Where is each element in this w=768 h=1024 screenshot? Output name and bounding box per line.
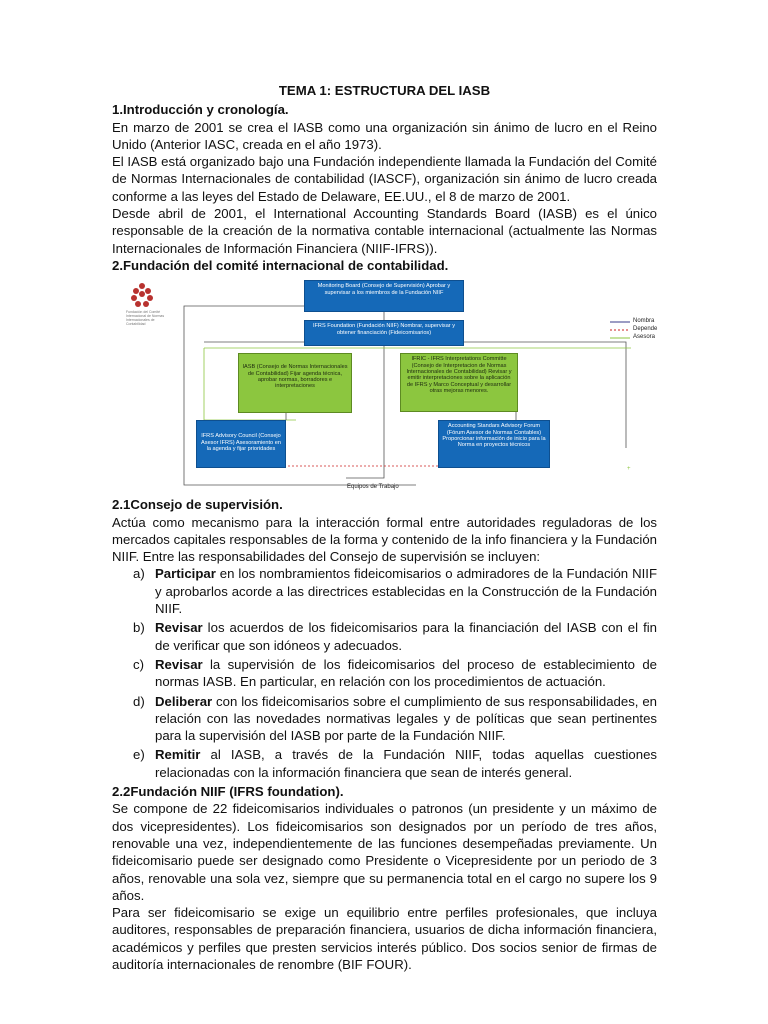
document-title: TEMA 1: ESTRUCTURA DEL IASB	[278, 83, 491, 98]
ifrs-foundation-box: IFRS Foundation (Fundación NIIF) Nombrar, supervisar y obtener financiación (Fideicomisarios)	[304, 320, 464, 346]
foundation-logo-icon	[131, 283, 153, 307]
list-item: c) Revisar la supervisión de los fideicomisarios del proceso de establecimiento de normas IASB. En particular, en relación con los procedimientos de actuación.	[133, 656, 657, 690]
section-1-heading: 1.Introducción y cronología.	[112, 102, 289, 118]
working-groups-label: Equipos de Trabajo	[347, 484, 399, 491]
org-structure-diagram	[116, 280, 658, 491]
section-1-paragraph-2: El IASB está organizado bajo una Fundación independiente llamada la Fundación del Comité de Normas Internacionales de contabilidad (IASCF), organización sin ánimo de lucro creada conforme a las leyes del Estado de Delaware, EE.UU., el 8 de marzo de 2001.	[112, 154, 657, 204]
list-item: d) Deliberar con los fideicomisarios sobre el cumplimiento de sus responsabilidades, en relación con las novedades normativas legales y de políticas que sean pertinentes para la supervisión del IASB por parte de la Fundación NIIF.	[133, 693, 657, 744]
list-item: b) Revisar los acuerdos de los fideicomisarios para la financiación del IASB con el fin de verificar que son idóneos y adecuados.	[133, 620, 657, 653]
foundation-logo-text: Fundación del Comité Internacional de Normas Internacionales de Contabilidad	[126, 310, 165, 327]
legend-asesora: Asesora	[633, 334, 656, 341]
legend-depende: Depende	[633, 326, 658, 333]
monitoring-board-box: Monitoring Board (Consejo de Supervisión) Aprobar y supervisar a los miembros de la Fundación NIIF	[304, 280, 464, 312]
section-1-paragraph-1: En marzo de 2001 se crea el IASB como una organización sin ánimo de lucro en el Reino Unido (Anterior IASC, creada en el año 1973).	[112, 119, 657, 152]
legend-nombra: Nombra	[633, 318, 655, 325]
list-item: e) Remitir al IASB, a través de la Fundación NIIF, todas aquellas cuestiones relacionadas con la información financiera que sean de interés general.	[133, 747, 657, 780]
section-2-2-paragraph-2: Para ser fideicomisario se exige un equilibrio entre perfiles profesionales, que incluya auditores, responsables de preparación financiera, usuarios de dicha información financiera, académicos y perfiles que presten servicios interés público. Dos socios senior de firmas de auditoría internacionales de renombre (BIF FOUR).	[112, 905, 657, 972]
section-2-2-paragraph-1: Se compone de 22 fideicomisarios individuales o patronos (un presidente y un máximo de dos vicepresidentes). Los fideicomisarios son designados por un período de tres años, renovable una vez, independientemente de las funciones desempeñadas previamente. Un fideicomisario puede ser designado como Presidente o Vicepresidente por un periodo de 3 años, renovable una sola vez, siempre que su permanencia total en el cargo no supere los 9 años.	[112, 801, 657, 903]
responsibilities-list	[112, 565, 657, 781]
svg-text:+: +	[627, 466, 631, 473]
section-2-1-heading: 2.1Consejo de supervisión.	[112, 497, 283, 513]
section-2-1-intro: Actúa como mecanismo para la interacción formal entre autoridades reguladoras de los mercados capitales responsables de la forma y contenido de la info financiera y la Fundación NIIF. Entre las responsabilidades del Consejo de supervisión se incluyen:	[112, 514, 657, 565]
section-1-paragraph-3: Desde abril de 2001, el International Accounting Standards Board (IASB) es el único responsable de la creación de la normativa contable internacional (actualmente las Normas Internacionales de Información Financiera (NIIF-IFRS)).	[112, 206, 657, 256]
asaf-box: Accounting Standars Advisory Forum (Fórum Asesor de Normas Contables) Proporcionar información de inicio para la Norma en proyectos técnicos	[438, 420, 550, 468]
iasb-box: IASB (Consejo de Normas Internacionales de Contabilidad) Fijar agenda técnica, aprobar normas, borradores e interpretaciones	[238, 353, 352, 413]
list-item: a) Participar en los nombramientos fideicomisarios o admiradores de la Fundación NIIF y aprobarlos acorde a las directrices establecidas en la Construcción de la Fundación NIIF.	[133, 566, 657, 617]
advisory-council-box: IFRS Advisory Council (Consejo Asesor IFRS) Asesoramiento en la agenda y fijar prioridades	[196, 420, 286, 468]
ifric-box: IFRIC - IFRS Interpretations Committe (Consejo de Interpretacion de Normas Internacionales de Contabilidad) Revisar y emitir interpretaciones sobre la aplicación de IFRS y Marco Conceptual y desarrollar otras mejoras menores.	[400, 353, 518, 412]
section-2-heading: 2.Fundación del comité internacional de contabilidad.	[112, 257, 449, 273]
section-2-2-heading: 2.2Fundación NIIF (IFRS foundation).	[112, 784, 344, 800]
